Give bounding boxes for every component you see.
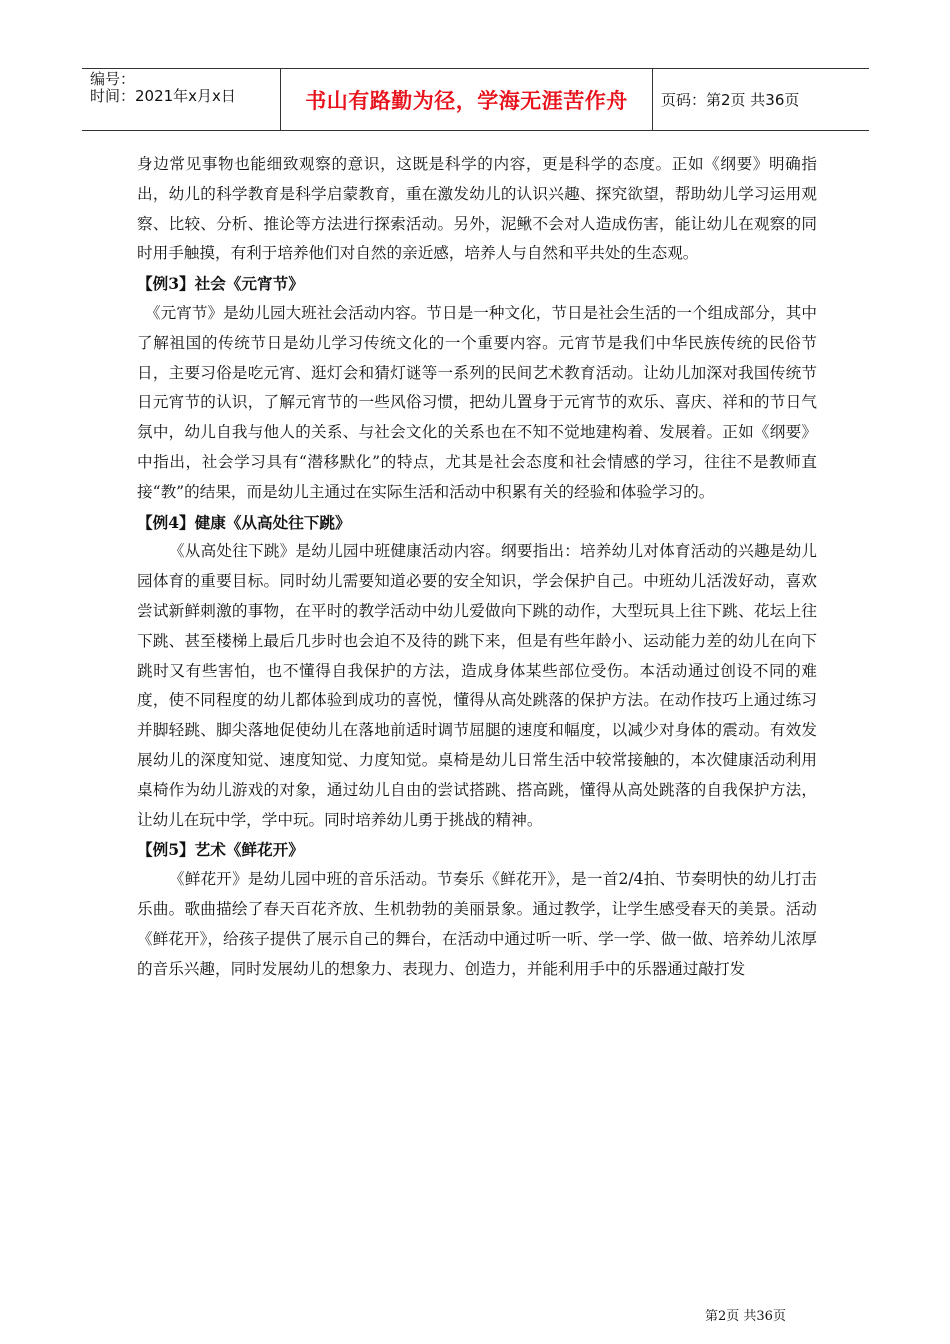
paragraph: 身边常见事物也能细致观察的意识，这既是科学的内容，更是科学的态度。正如《纲要》明确指出，幼儿的科学教育是科学启蒙教育，重在激发幼儿的认识兴趣、探究欲望，帮助幼儿学习运用观察、比较、分析、推论等方法进行探索活动。另外，泥鳅不会对人造成伤害，能让幼儿在观察的同时用手触摸，有利于培养他们对自然的亲近感，培养人与自然和平共处的生态观。 xyxy=(137,155,817,263)
number-label: 编号： xyxy=(90,70,136,88)
header-motto: 书山有路勤为径，学海无涯苦作舟 xyxy=(281,69,653,130)
header-page-label: 页码：第2页 共36页 xyxy=(661,91,800,109)
page-header xyxy=(82,68,869,131)
paragraph: 《元宵节》是幼儿园大班社会活动内容。节日是一种文化，节日是社会生活的一个组成部分，其中了解祖国的传统节日是幼儿学习传统文化的一个重要内容。元宵节是我们中华民族传统的民俗节日，主要习俗是吃元宵、逛灯会和猜灯谜等一系列的民间艺术教育活动。让幼儿加深对我国传统节日元宵节的认识，了解元宵节的一些风俗习惯，把幼儿置身于元宵节的欢乐、喜庆、祥和的节日气氛中，幼儿自我与他人的关系、与社会文化的关系也在不知不觉地建构着、发展着。正如《纲要》中指出，社会学习具有“潜移默化”的特点，尤其是社会态度和社会情感的学习，往往不是教师直接“教”的结果，而是幼儿主通过在实际生活和活动中积累有关的经验和体验学习的。 xyxy=(137,303,817,501)
section-heading: 【例3】社会《元宵节》 xyxy=(137,274,304,294)
paragraph: 《从高处往下跳》是幼儿园中班健康活动内容。纲要指出：培养幼儿对体育活动的兴趣是幼儿园体育的重要目标。同时幼儿需要知道必要的安全知识，学会保护自己。中班幼儿活泼好动，喜欢尝试新鲜刺激的事物，在平时的教学活动中幼儿爱做向下跳的动作，大型玩具上往下跳、花坛上往下跳、甚至楼梯上最后几步时也会迫不及待的跳下来，但是有些年龄小、运动能力差的幼儿在向下跳时又有些害怕，也不懂得自我保护的方法，造成身体某些部位受伤。本活动通过创设不同的难度，使不同程度的幼儿都体验到成功的喜悦，懂得从高处跳落的保护方法。在动作技巧上通过练习并脚轻跳、脚尖落地促使幼儿在落地前适时调节屈腿的速度和幅度，以减少对身体的震动。有效发展幼儿的深度知觉、速度知觉、力度知觉。桌椅是幼儿日常生活中较常接触的，本次健康活动利用桌椅作为幼儿游戏的对象，通过幼儿自由的尝试搭跳、搭高跳，懂得从高处跳落的自我保护方法，让幼儿在玩中学，学中玩。同时培养幼儿勇于挑战的精神。 xyxy=(137,542,817,829)
section-heading: 【例4】健康《从高处往下跳》 xyxy=(137,512,351,532)
page-footer: 第2页 共36页 xyxy=(705,1309,786,1324)
document-body xyxy=(137,150,817,984)
section-heading: 【例5】艺术《鲜花开》 xyxy=(137,840,304,860)
header-meta xyxy=(82,69,281,130)
paragraph: 《鲜花开》是幼儿园中班的音乐活动。节奏乐《鲜花开》，是一首2/4拍、节奏明快的幼儿打击乐曲。歌曲描绘了春天百花齐放、生机勃勃的美丽景象。通过教学，让学生感受春天的美景。活动《鲜花开》，给孩子提供了展示自己的舞台，在活动中通过听一听、学一学、做一做、培养幼儿浓厚的音乐兴趣，同时发展幼儿的想象力、表现力、创造力，并能利用手中的乐器通过敲打发 xyxy=(137,870,817,978)
time-label: 时间：2021年x月x日 xyxy=(90,87,236,105)
